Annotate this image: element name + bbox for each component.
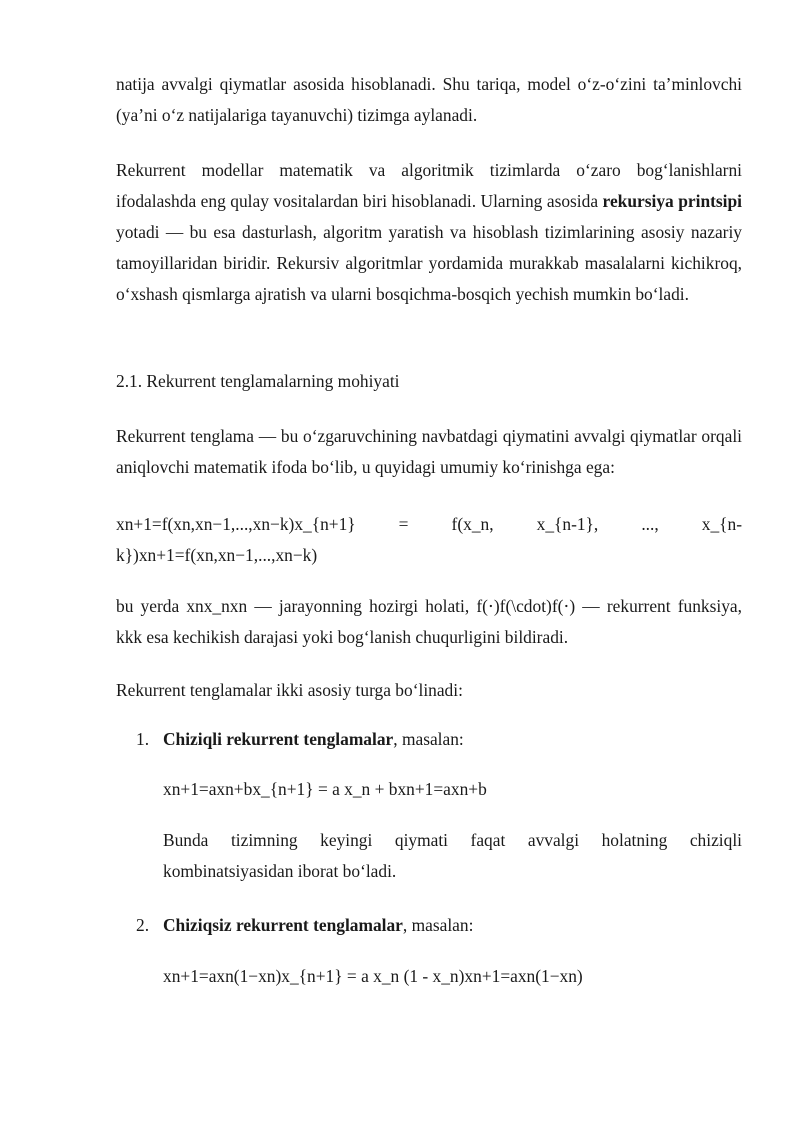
nonlinear-formula: xn+1=axn(1−xn)x_{n+1} = a x_n (1 - x_n)xn+1=axn(1−xn) xyxy=(163,966,583,986)
section-heading: 2.1. Rekurrent tenglamalarning mohiyati xyxy=(116,371,400,391)
paragraph-text: Rekurrent modellar matematik va algoritmik tizimlarda o‘zaro bog‘lanishlarni ifodalashda eng qulay vositalardan biri hisoblanadi. Ularning asosida xyxy=(116,160,742,211)
list-item-suffix: , masalan: xyxy=(393,729,464,749)
bold-term: rekursiya printsipi xyxy=(602,191,743,211)
list-item-title xyxy=(163,724,742,755)
list-number: 1. xyxy=(136,729,150,749)
bold-term: Chiziqsiz rekurrent tenglamalar xyxy=(163,915,403,935)
types-intro-paragraph: Rekurrent tenglamalar ikki asosiy turga bo‘linadi: xyxy=(116,680,463,700)
list-number: 2. xyxy=(136,915,150,935)
definition-paragraph: Rekurrent tenglama — bu o‘zgaruvchining navbatdagi qiymatini avvalgi qiymatlar orqali aniqlovchi matematik ifoda bo‘lib, u quyidagi umumiy ko‘rinishga ega: xyxy=(116,426,742,477)
list-item-title xyxy=(163,910,742,941)
paragraph-text: yotadi — bu esa dasturlash, algoritm yaratish va hisoblash tizimlarining asosiy nazariy tamoyillaridan biridir. Rekursiv algoritmlar yordamida murakkab masalalarni kichikroq, o‘xshash qismlarga ajratish va ularni bosqichma-bosqich yechish mumkin bo‘ladi. xyxy=(116,222,742,304)
bold-term: Chiziqli rekurrent tenglamalar xyxy=(163,729,394,749)
general-formula: xn+1=f(xn,xn−1,...,xn−k)x_{n+1} = f(x_n, x_{n-1}, ..., x_{n-k})xn+1=f(xn,xn−1,...,xn−k) xyxy=(116,514,742,565)
linear-description: Bunda tizimning keyingi qiymati faqat avvalgi holatning chiziqli kombinatsiyasidan iborat bo‘ladi. xyxy=(163,830,742,881)
recurrent-models-paragraph xyxy=(116,155,742,310)
list-item-suffix: , masalan: xyxy=(402,915,474,935)
formula-explanation-paragraph: bu yerda xnx_nxn — jarayonning hozirgi holati, f(⋅)f(\cdot)f(⋅) — rekurrent funksiya, kkk esa kechikish darajasi yoki bog‘lanish chuqurligini bildiradi. xyxy=(116,596,742,647)
intro-paragraph: natija avvalgi qiymatlar asosida hisoblanadi. Shu tariqa, model o‘z-o‘zini ta’minlovchi (ya’ni o‘z natijalariga tayanuvchi) tizimga aylanadi. xyxy=(116,74,742,125)
linear-formula: xn+1=axn+bx_{n+1} = a x_n + bxn+1=axn+b xyxy=(163,779,487,799)
